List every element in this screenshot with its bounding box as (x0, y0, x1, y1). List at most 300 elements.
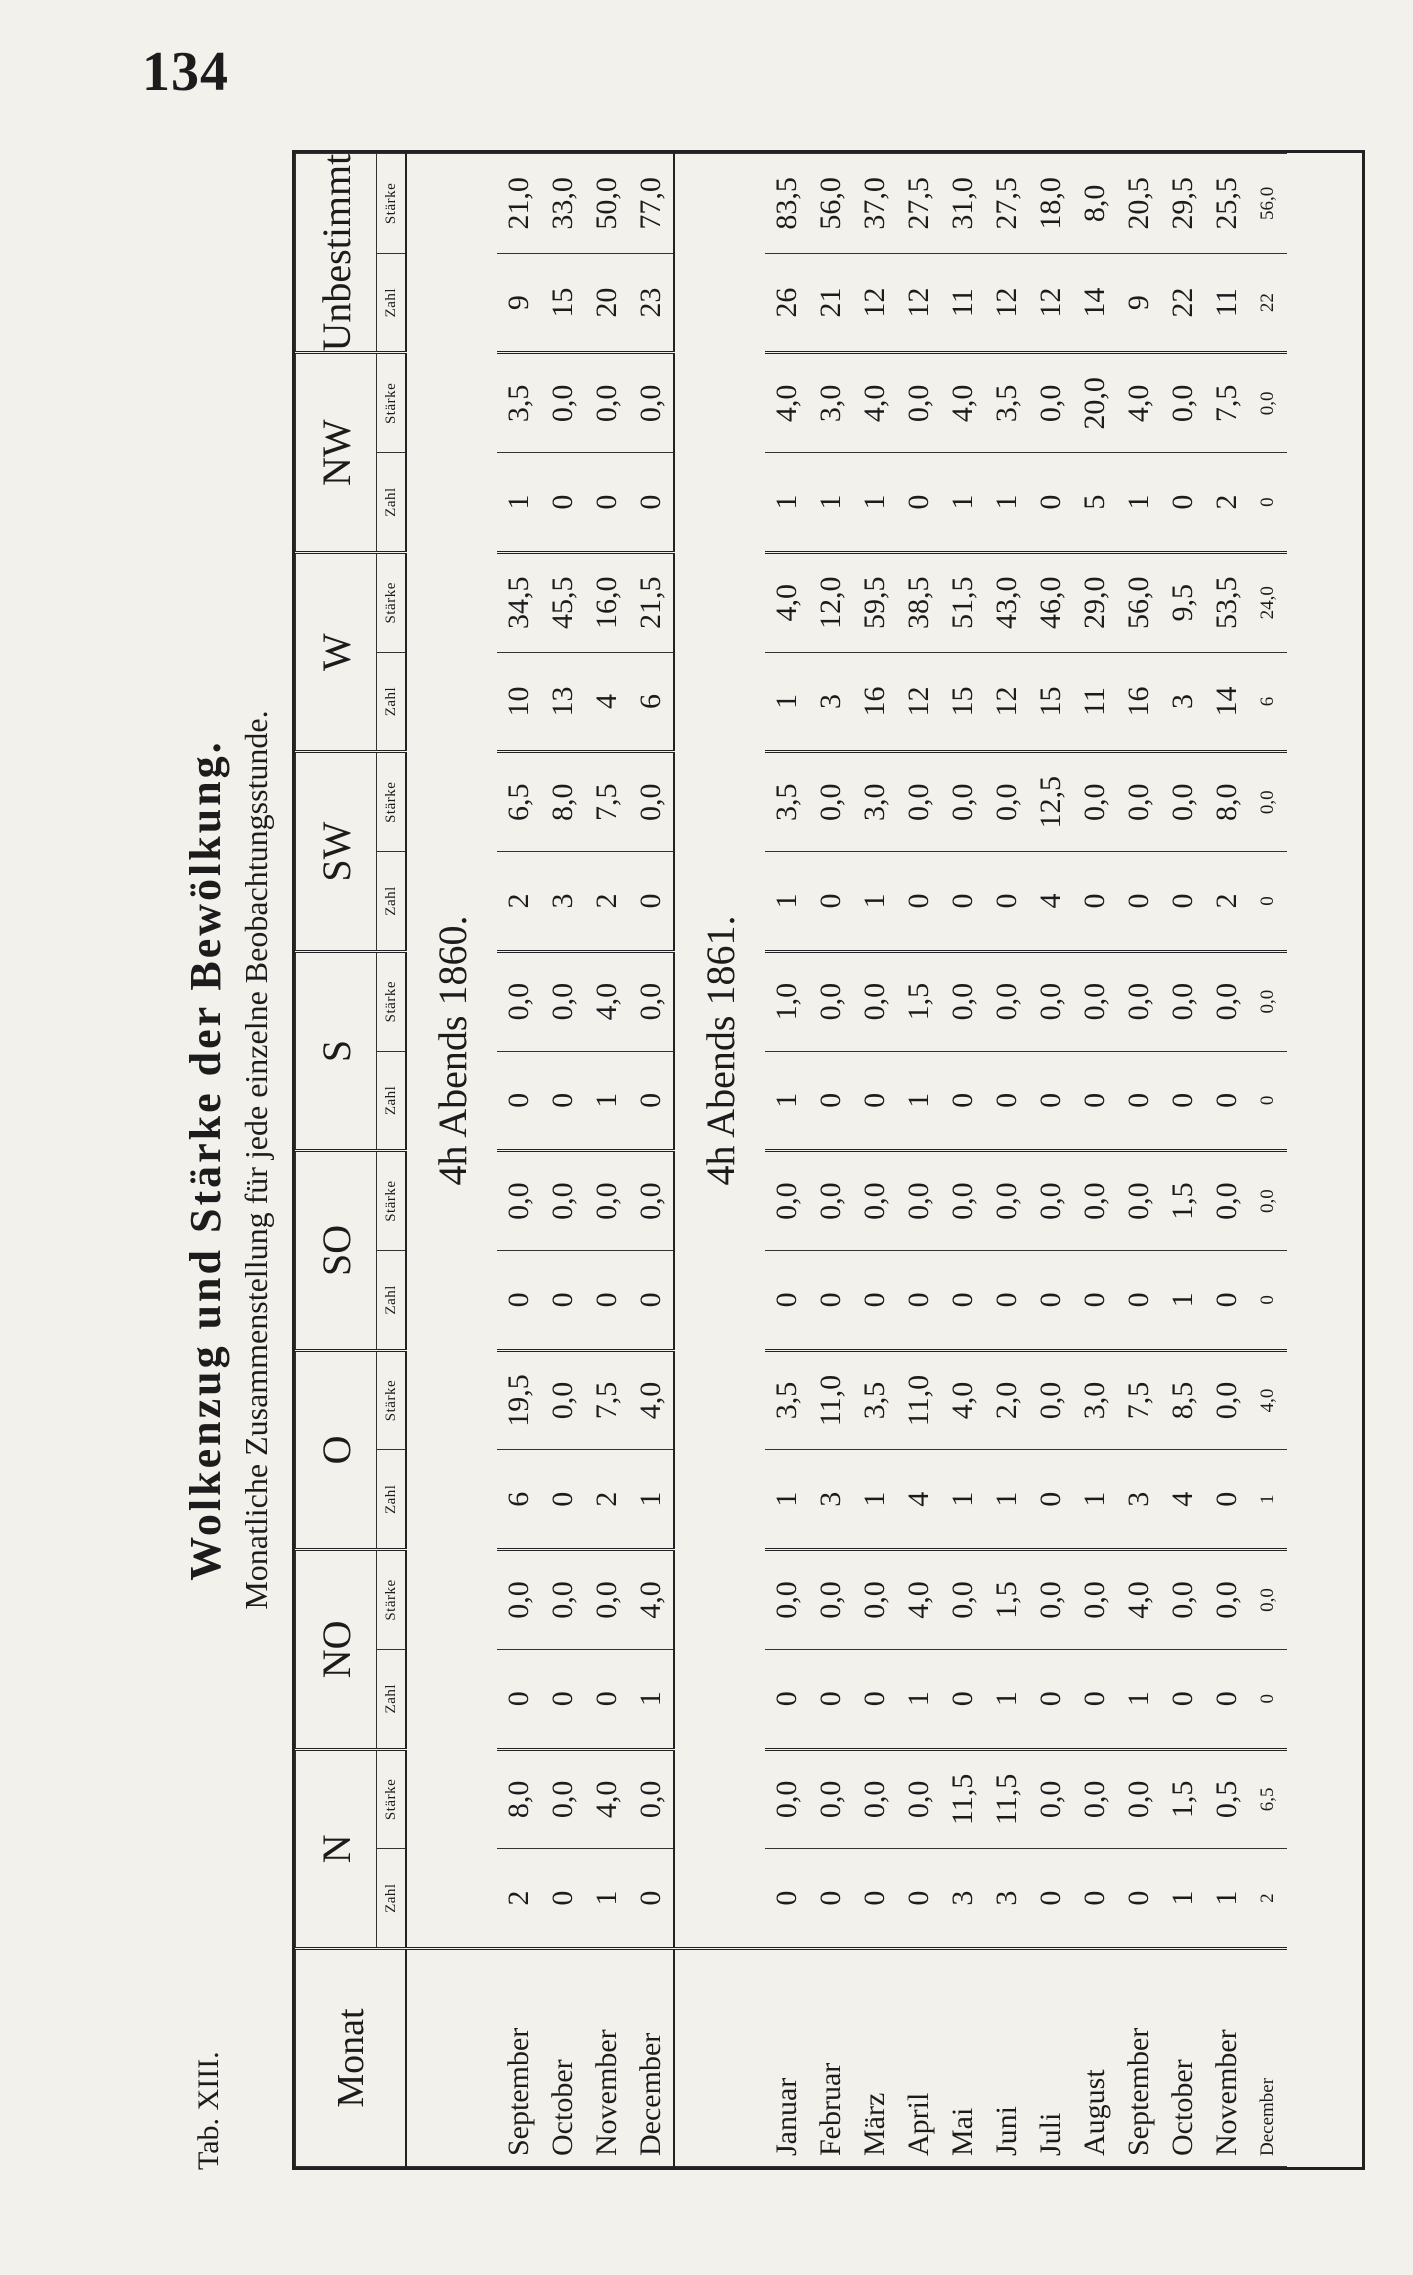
staerke-cell: 0,0 (1117, 1749, 1161, 1849)
header-zahl: Zahl (377, 1250, 407, 1350)
zahl-cell: 0 (1161, 453, 1205, 553)
zahl-cell: 0 (985, 852, 1029, 952)
zahl-cell: 1 (941, 453, 985, 553)
staerke-cell: 0,0 (629, 353, 674, 453)
zahl-cell: 11 (1073, 652, 1117, 752)
zahl-cell: 1 (1249, 1450, 1287, 1550)
staerke-cell: 53,5 (1205, 552, 1249, 652)
zahl-cell: 0 (765, 1250, 809, 1350)
staerke-cell: 0,0 (1249, 752, 1287, 852)
staerke-cell: 8,0 (1205, 752, 1249, 852)
month-cell: Mai (941, 1949, 985, 2167)
staerke-cell: 7,5 (1205, 353, 1249, 453)
month-cell: November (1205, 1949, 1249, 2167)
staerke-cell: 6,5 (1249, 1749, 1287, 1849)
staerke-cell: 0,0 (1117, 951, 1161, 1051)
header-direction: NO (296, 1550, 377, 1749)
staerke-cell: 0,0 (941, 951, 985, 1051)
zahl-cell: 2 (1205, 453, 1249, 553)
staerke-cell: 7,5 (585, 1350, 629, 1450)
staerke-cell: 4,0 (941, 1350, 985, 1450)
table-row (1073, 154, 1117, 2167)
zahl-cell: 0 (629, 1849, 674, 1949)
staerke-cell: 0,0 (941, 752, 985, 852)
zahl-cell: 1 (853, 453, 897, 553)
staerke-cell: 4,0 (897, 1550, 941, 1650)
staerke-cell: 0,0 (1073, 951, 1117, 1051)
zahl-cell: 0 (629, 453, 674, 553)
zahl-cell: 3 (809, 652, 853, 752)
staerke-cell: 0,0 (1205, 951, 1249, 1051)
staerke-cell: 0,0 (853, 1749, 897, 1849)
zahl-cell: 2 (497, 852, 541, 952)
header-monat: Monat (296, 1949, 407, 2167)
staerke-cell: 0,0 (541, 1749, 585, 1849)
rotated-table-page (180, 150, 1365, 2170)
staerke-cell: 1,5 (897, 951, 941, 1051)
month-cell: September (1117, 1949, 1161, 2167)
header-staerke: Stärke (377, 154, 407, 254)
table-row (985, 154, 1029, 2167)
zahl-cell: 0 (809, 1849, 853, 1949)
table-header (296, 154, 407, 2167)
zahl-cell: 0 (541, 1849, 585, 1949)
staerke-cell: 11,5 (985, 1749, 1029, 1849)
zahl-cell: 12 (897, 652, 941, 752)
zahl-cell: 3 (809, 1450, 853, 1550)
zahl-cell: 0 (1249, 453, 1287, 553)
staerke-cell: 0,0 (1029, 1749, 1073, 1849)
staerke-cell: 0,0 (765, 1550, 809, 1650)
zahl-cell: 1 (985, 453, 1029, 553)
zahl-cell: 15 (541, 253, 585, 353)
staerke-cell: 33,0 (541, 154, 585, 254)
staerke-cell: 0,0 (541, 1151, 585, 1251)
staerke-cell: 0,0 (985, 752, 1029, 852)
staerke-cell: 0,0 (1249, 1550, 1287, 1650)
zahl-cell: 10 (497, 652, 541, 752)
zahl-cell: 14 (1073, 253, 1117, 353)
table-row (897, 154, 941, 2167)
section-spacer (674, 1949, 765, 2167)
staerke-cell: 18,0 (1029, 154, 1073, 254)
zahl-cell: 15 (941, 652, 985, 752)
table-row (941, 154, 985, 2167)
staerke-cell: 0,0 (1249, 951, 1287, 1051)
staerke-cell: 43,0 (985, 552, 1029, 652)
zahl-cell: 3 (1117, 1450, 1161, 1550)
header-zahl: Zahl (377, 1051, 407, 1151)
zahl-cell: 0 (629, 1051, 674, 1151)
zahl-cell: 0 (853, 1051, 897, 1151)
table-row (629, 154, 674, 2167)
staerke-cell: 24,0 (1249, 552, 1287, 652)
zahl-cell: 1 (985, 1450, 1029, 1550)
zahl-cell: 1 (629, 1450, 674, 1550)
zahl-cell: 0 (765, 1649, 809, 1749)
table-row (1117, 154, 1161, 2167)
zahl-cell: 0 (1117, 1250, 1161, 1350)
zahl-cell: 1 (809, 453, 853, 553)
month-cell: August (1073, 1949, 1117, 2167)
staerke-cell: 0,0 (1161, 951, 1205, 1051)
header-zahl: Zahl (377, 852, 407, 952)
month-cell: October (541, 1949, 585, 2167)
zahl-cell: 0 (809, 852, 853, 952)
staerke-cell: 7,5 (585, 752, 629, 852)
staerke-cell: 4,0 (1117, 1550, 1161, 1650)
staerke-cell: 3,0 (809, 353, 853, 453)
zahl-cell: 0 (1205, 1051, 1249, 1151)
table-row (853, 154, 897, 2167)
zahl-cell: 6 (1249, 652, 1287, 752)
zahl-cell: 0 (897, 852, 941, 952)
staerke-cell: 0,0 (541, 1350, 585, 1450)
zahl-cell: 1 (985, 1649, 1029, 1749)
zahl-cell: 11 (941, 253, 985, 353)
staerke-cell: 3,5 (985, 353, 1029, 453)
staerke-cell: 37,0 (853, 154, 897, 254)
month-cell: October (1161, 1949, 1205, 2167)
staerke-cell: 0,0 (853, 951, 897, 1051)
staerke-cell: 0,0 (985, 1151, 1029, 1251)
zahl-cell: 2 (1205, 852, 1249, 952)
staerke-cell: 3,5 (765, 1350, 809, 1450)
zahl-cell: 6 (629, 652, 674, 752)
header-direction: NW (296, 353, 377, 552)
zahl-cell: 1 (585, 1849, 629, 1949)
zahl-cell: 4 (897, 1450, 941, 1550)
zahl-cell: 20 (585, 253, 629, 353)
staerke-cell: 3,5 (497, 353, 541, 453)
staerke-cell: 0,0 (897, 353, 941, 453)
zahl-cell: 22 (1161, 253, 1205, 353)
staerke-cell: 0,0 (985, 951, 1029, 1051)
staerke-cell: 8,0 (1073, 154, 1117, 254)
zahl-cell: 1 (1073, 1450, 1117, 1550)
staerke-cell: 11,0 (809, 1350, 853, 1450)
header-staerke: Stärke (377, 1550, 407, 1650)
zahl-cell: 0 (629, 1250, 674, 1350)
table-row (585, 154, 629, 2167)
zahl-cell: 0 (1029, 1250, 1073, 1350)
staerke-cell: 0,0 (629, 752, 674, 852)
zahl-cell: 0 (809, 1051, 853, 1151)
staerke-cell: 0,0 (941, 1151, 985, 1251)
month-cell: November (585, 1949, 629, 2167)
staerke-cell: 3,5 (765, 752, 809, 852)
header-staerke: Stärke (377, 353, 407, 453)
zahl-cell: 0 (897, 453, 941, 553)
header-row-subcolumns (377, 154, 407, 2167)
zahl-cell: 0 (1161, 852, 1205, 952)
staerke-cell: 0,0 (1073, 1151, 1117, 1251)
zahl-cell: 22 (1249, 253, 1287, 353)
header-direction: Unbestimmt (296, 154, 377, 354)
table-row (1161, 154, 1205, 2167)
staerke-cell: 31,0 (941, 154, 985, 254)
zahl-cell: 1 (1117, 1649, 1161, 1749)
zahl-cell: 0 (853, 1250, 897, 1350)
month-cell: Juli (1029, 1949, 1073, 2167)
zahl-cell: 1 (585, 1051, 629, 1151)
zahl-cell: 0 (985, 1051, 1029, 1151)
zahl-cell: 0 (1161, 1051, 1205, 1151)
staerke-cell: 7,5 (1117, 1350, 1161, 1450)
staerke-cell: 4,0 (765, 353, 809, 453)
zahl-cell: 0 (1073, 1649, 1117, 1749)
month-cell: Januar (765, 1949, 809, 2167)
zahl-cell: 0 (1249, 1051, 1287, 1151)
staerke-cell: 2,0 (985, 1350, 1029, 1450)
staerke-cell: 25,5 (1205, 154, 1249, 254)
zahl-cell: 0 (541, 1051, 585, 1151)
zahl-cell: 0 (941, 1250, 985, 1350)
staerke-cell: 0,0 (1029, 353, 1073, 453)
zahl-cell: 0 (629, 852, 674, 952)
table-row (1205, 154, 1249, 2167)
staerke-cell: 46,0 (1029, 552, 1073, 652)
staerke-cell: 51,5 (941, 552, 985, 652)
zahl-cell: 3 (985, 1849, 1029, 1949)
month-cell: September (497, 1949, 541, 2167)
zahl-cell: 0 (809, 1649, 853, 1749)
staerke-cell: 0,0 (541, 1550, 585, 1650)
staerke-cell: 0,0 (809, 1550, 853, 1650)
zahl-cell: 0 (765, 1849, 809, 1949)
staerke-cell: 8,0 (497, 1749, 541, 1849)
staerke-cell: 0,0 (629, 951, 674, 1051)
zahl-cell: 2 (497, 1849, 541, 1949)
header-direction: N (296, 1749, 377, 1948)
zahl-cell: 3 (541, 852, 585, 952)
staerke-cell: 0,0 (1205, 1550, 1249, 1650)
staerke-cell: 0,0 (1029, 951, 1073, 1051)
table-body (406, 154, 1287, 2167)
staerke-cell: 11,0 (897, 1350, 941, 1450)
table-row (497, 154, 541, 2167)
staerke-cell: 4,0 (853, 353, 897, 453)
header-staerke: Stärke (377, 1350, 407, 1450)
zahl-cell: 0 (1249, 1250, 1287, 1350)
staerke-cell: 38,5 (897, 552, 941, 652)
section-heading: 4h Abends 1860. (406, 154, 497, 1949)
zahl-cell: 0 (1029, 1649, 1073, 1749)
header-zahl: Zahl (377, 253, 407, 353)
staerke-cell: 0,0 (1073, 1550, 1117, 1650)
table-subtitle: Monatliche Zusammenstellung für jede einzelne Beobachtungsstunde. (238, 710, 274, 1610)
staerke-cell: 4,0 (629, 1550, 674, 1650)
staerke-cell: 29,5 (1161, 154, 1205, 254)
zahl-cell: 1 (1161, 1849, 1205, 1949)
staerke-cell: 4,0 (941, 353, 985, 453)
staerke-cell: 0,0 (585, 1550, 629, 1650)
cloud-direction-table (295, 153, 1287, 2167)
staerke-cell: 0,0 (1161, 752, 1205, 852)
zahl-cell: 5 (1073, 453, 1117, 553)
staerke-cell: 1,5 (1161, 1151, 1205, 1251)
zahl-cell: 13 (541, 652, 585, 752)
zahl-cell: 0 (941, 1051, 985, 1151)
staerke-cell: 21,0 (497, 154, 541, 254)
staerke-cell: 83,5 (765, 154, 809, 254)
staerke-cell: 0,0 (809, 1151, 853, 1251)
table-row (1029, 154, 1073, 2167)
staerke-cell: 1,5 (985, 1550, 1029, 1650)
header-staerke: Stärke (377, 951, 407, 1051)
table-row (809, 154, 853, 2167)
staerke-cell: 3,5 (853, 1350, 897, 1450)
staerke-cell: 4,0 (1117, 353, 1161, 453)
staerke-cell: 0,0 (1073, 752, 1117, 852)
zahl-cell: 1 (1117, 453, 1161, 553)
zahl-cell: 1 (629, 1649, 674, 1749)
header-staerke: Stärke (377, 1151, 407, 1251)
zahl-cell: 1 (497, 453, 541, 553)
staerke-cell: 56,0 (1117, 552, 1161, 652)
staerke-cell: 56,0 (809, 154, 853, 254)
header-staerke: Stärke (377, 752, 407, 852)
zahl-cell: 0 (1029, 1450, 1073, 1550)
zahl-cell: 0 (497, 1250, 541, 1350)
staerke-cell: 3,0 (1073, 1350, 1117, 1450)
zahl-cell: 0 (541, 1250, 585, 1350)
staerke-cell: 0,5 (1205, 1749, 1249, 1849)
table-row (1249, 154, 1287, 2167)
page-number: 134 (142, 41, 229, 103)
header-row-directions (296, 154, 377, 2167)
section-spacer (406, 1949, 497, 2167)
zahl-cell: 21 (809, 253, 853, 353)
staerke-cell: 0,0 (497, 951, 541, 1051)
zahl-cell: 4 (1029, 852, 1073, 952)
zahl-cell: 0 (897, 1849, 941, 1949)
staerke-cell: 12,5 (1029, 752, 1073, 852)
staerke-cell: 0,0 (585, 1151, 629, 1251)
staerke-cell: 4,0 (765, 552, 809, 652)
header-direction: W (296, 552, 377, 751)
zahl-cell: 0 (1029, 1849, 1073, 1949)
zahl-cell: 1 (853, 1450, 897, 1550)
zahl-cell: 0 (1073, 1250, 1117, 1350)
zahl-cell: 0 (1205, 1250, 1249, 1350)
staerke-cell: 19,5 (497, 1350, 541, 1450)
staerke-cell: 0,0 (497, 1550, 541, 1650)
zahl-cell: 0 (1205, 1649, 1249, 1749)
staerke-cell: 0,0 (629, 1151, 674, 1251)
section-heading-row (674, 154, 765, 2167)
staerke-cell: 0,0 (765, 1749, 809, 1849)
zahl-cell: 11 (1205, 253, 1249, 353)
staerke-cell: 0,0 (853, 1151, 897, 1251)
staerke-cell: 0,0 (1205, 1350, 1249, 1450)
zahl-cell: 1 (897, 1649, 941, 1749)
section-heading-row (406, 154, 497, 2167)
staerke-cell: 27,5 (897, 154, 941, 254)
header-direction: SO (296, 1151, 377, 1350)
zahl-cell: 16 (1117, 652, 1161, 752)
table-label: Tab. XIII. (192, 2051, 225, 2170)
zahl-cell: 12 (985, 652, 1029, 752)
month-cell: März (853, 1949, 897, 2167)
month-cell: Februar (809, 1949, 853, 2167)
staerke-cell: 16,0 (585, 552, 629, 652)
staerke-cell: 6,5 (497, 752, 541, 852)
staerke-cell: 0,0 (897, 1749, 941, 1849)
zahl-cell: 0 (1073, 1849, 1117, 1949)
zahl-cell: 9 (1117, 253, 1161, 353)
month-cell: Juni (985, 1949, 1029, 2167)
staerke-cell: 0,0 (1161, 1550, 1205, 1650)
header-direction: O (296, 1350, 377, 1549)
zahl-cell: 4 (1161, 1450, 1205, 1550)
staerke-cell: 9,5 (1161, 552, 1205, 652)
zahl-cell: 1 (897, 1051, 941, 1151)
zahl-cell: 3 (941, 1849, 985, 1949)
staerke-cell: 0,0 (585, 353, 629, 453)
zahl-cell: 1 (765, 1450, 809, 1550)
zahl-cell: 0 (1029, 453, 1073, 553)
staerke-cell: 34,5 (497, 552, 541, 652)
header-zahl: Zahl (377, 1649, 407, 1749)
zahl-cell: 1 (1205, 1849, 1249, 1949)
zahl-cell: 0 (1249, 1649, 1287, 1749)
zahl-cell: 12 (985, 253, 1029, 353)
staerke-cell: 0,0 (497, 1151, 541, 1251)
zahl-cell: 12 (853, 253, 897, 353)
staerke-cell: 0,0 (1029, 1151, 1073, 1251)
staerke-cell: 0,0 (897, 752, 941, 852)
staerke-cell: 0,0 (1029, 1550, 1073, 1650)
zahl-cell: 0 (497, 1051, 541, 1151)
staerke-cell: 0,0 (941, 1550, 985, 1650)
staerke-cell: 56,0 (1249, 154, 1287, 254)
zahl-cell: 1 (765, 852, 809, 952)
table-title: Wolkenzug und Stärke der Bewölkung. (181, 739, 230, 1581)
header-direction: S (296, 951, 377, 1150)
zahl-cell: 0 (1073, 1051, 1117, 1151)
zahl-cell: 0 (985, 1250, 1029, 1350)
staerke-cell: 12,0 (809, 552, 853, 652)
zahl-cell: 0 (1073, 852, 1117, 952)
staerke-cell: 0,0 (809, 1749, 853, 1849)
zahl-cell: 0 (941, 1649, 985, 1749)
zahl-cell: 0 (1205, 1450, 1249, 1550)
zahl-cell: 23 (629, 253, 674, 353)
header-direction: SW (296, 752, 377, 951)
zahl-cell: 2 (585, 852, 629, 952)
zahl-cell: 2 (1249, 1849, 1287, 1949)
staerke-cell: 21,5 (629, 552, 674, 652)
staerke-cell: 4,0 (585, 951, 629, 1051)
zahl-cell: 0 (1161, 1649, 1205, 1749)
zahl-cell: 15 (1029, 652, 1073, 752)
zahl-cell: 0 (897, 1250, 941, 1350)
staerke-cell: 50,0 (585, 154, 629, 254)
zahl-cell: 0 (1029, 1051, 1073, 1151)
staerke-cell: 1,0 (765, 951, 809, 1051)
header-zahl: Zahl (377, 453, 407, 553)
data-table-frame (292, 150, 1365, 2170)
staerke-cell: 0,0 (541, 951, 585, 1051)
header-zahl: Zahl (377, 1450, 407, 1550)
zahl-cell: 0 (1117, 852, 1161, 952)
staerke-cell: 0,0 (1249, 1151, 1287, 1251)
header-staerke: Stärke (377, 552, 407, 652)
staerke-cell: 1,5 (1161, 1749, 1205, 1849)
section-heading: 4h Abends 1861. (674, 154, 765, 1949)
zahl-cell: 0 (497, 1649, 541, 1749)
